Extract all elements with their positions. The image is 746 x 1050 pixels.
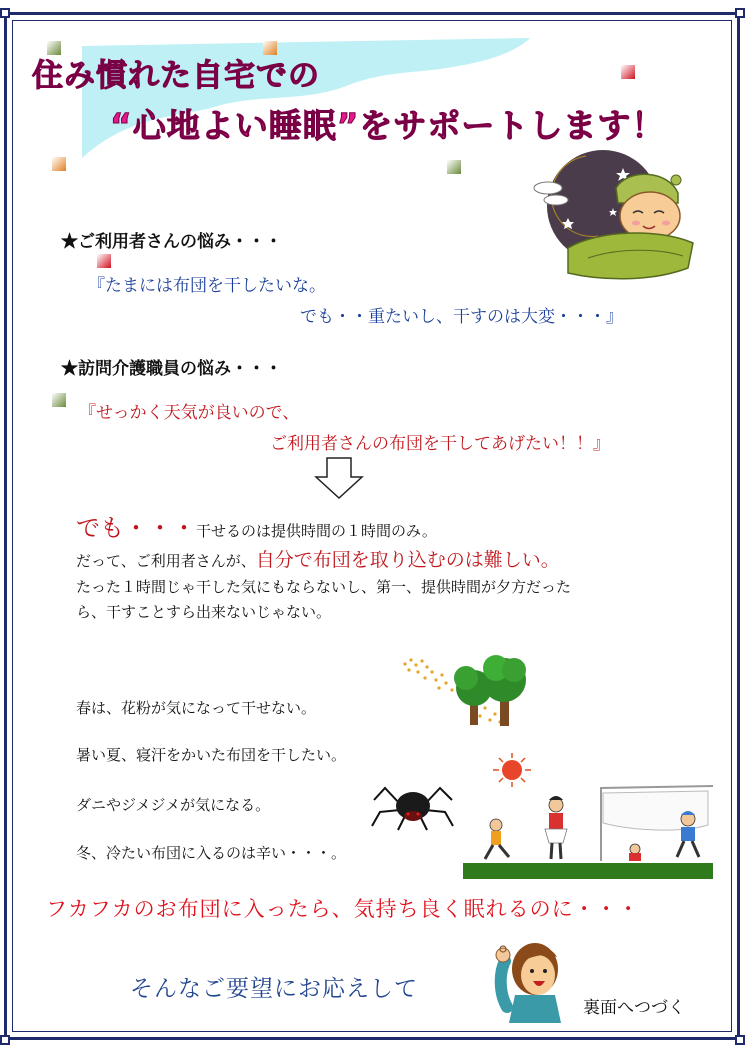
desire-text: フカフカのお布団に入ったら、気持ち良く眠れるのに・・・ <box>46 897 640 921</box>
but-line <box>76 508 437 543</box>
reason-line <box>76 545 560 572</box>
page-title-line1: 住み慣れた自宅での <box>32 58 320 94</box>
ok-sign-woman-illustration <box>493 933 583 1023</box>
reason-line3: たった１時間じゃ干した気にもならないし、第一、提供時間が夕方だった <box>76 578 572 596</box>
tick-bug-icon <box>370 778 455 833</box>
corner-ornament <box>735 8 745 18</box>
corner-ornament <box>0 1035 10 1045</box>
reason-line4: ら、干すことすら出来ないじゃない。 <box>76 603 332 621</box>
respond-text: そんなご要望にお応えして <box>130 976 418 1002</box>
confetti-icon <box>447 160 461 174</box>
season-item-mites: ダニやジメジメが気になる。 <box>76 796 271 814</box>
user-worry-line2: でも・・重たいし、干すのは大変・・・』 <box>300 307 623 327</box>
sleeping-person-illustration <box>528 148 698 283</box>
staff-worry-line1: 『せっかく天気が良いので、 <box>79 403 300 423</box>
confetti-icon <box>52 393 66 407</box>
reason-text: だって、ご利用者さんが、 <box>76 552 256 570</box>
season-item-winter: 冬、冷たい布団に入るのは辛い・・・。 <box>76 844 347 862</box>
user-worry-line1: 『たまには布団を干したいな。 <box>88 276 326 296</box>
staff-worry-heading: ★訪問介護職員の悩み・・・ <box>61 359 282 379</box>
season-item-summer: 暑い夏、寝汗をかいた布団を干したい。 <box>76 746 347 764</box>
season-item-spring: 春は、花粉が気になって干せない。 <box>76 699 317 717</box>
user-worry-heading: ★ご利用者さんの悩み・・・ <box>61 232 282 252</box>
corner-ornament <box>0 8 10 18</box>
confetti-icon <box>621 65 635 79</box>
confetti-icon <box>97 254 111 268</box>
but-small-text: 干せるのは提供時間の１時間のみ。 <box>196 522 437 540</box>
reason-emphasis: 自分で布団を取り込むのは難しい。 <box>255 549 560 571</box>
but-big-text: でも・・・ <box>76 514 196 542</box>
kids-playing-illustration <box>463 783 713 881</box>
down-arrow-icon <box>314 457 364 499</box>
staff-worry-line2: ご利用者さんの布団を干してあげたい！！』 <box>270 434 610 454</box>
page-title-line2: “心地よい睡眠”をサポートします！ <box>110 106 666 145</box>
corner-ornament <box>735 1035 745 1045</box>
trees-pollen-illustration <box>400 650 535 735</box>
confetti-icon <box>52 157 66 171</box>
continued-on-back-label: 裏面へつづく <box>583 998 685 1018</box>
